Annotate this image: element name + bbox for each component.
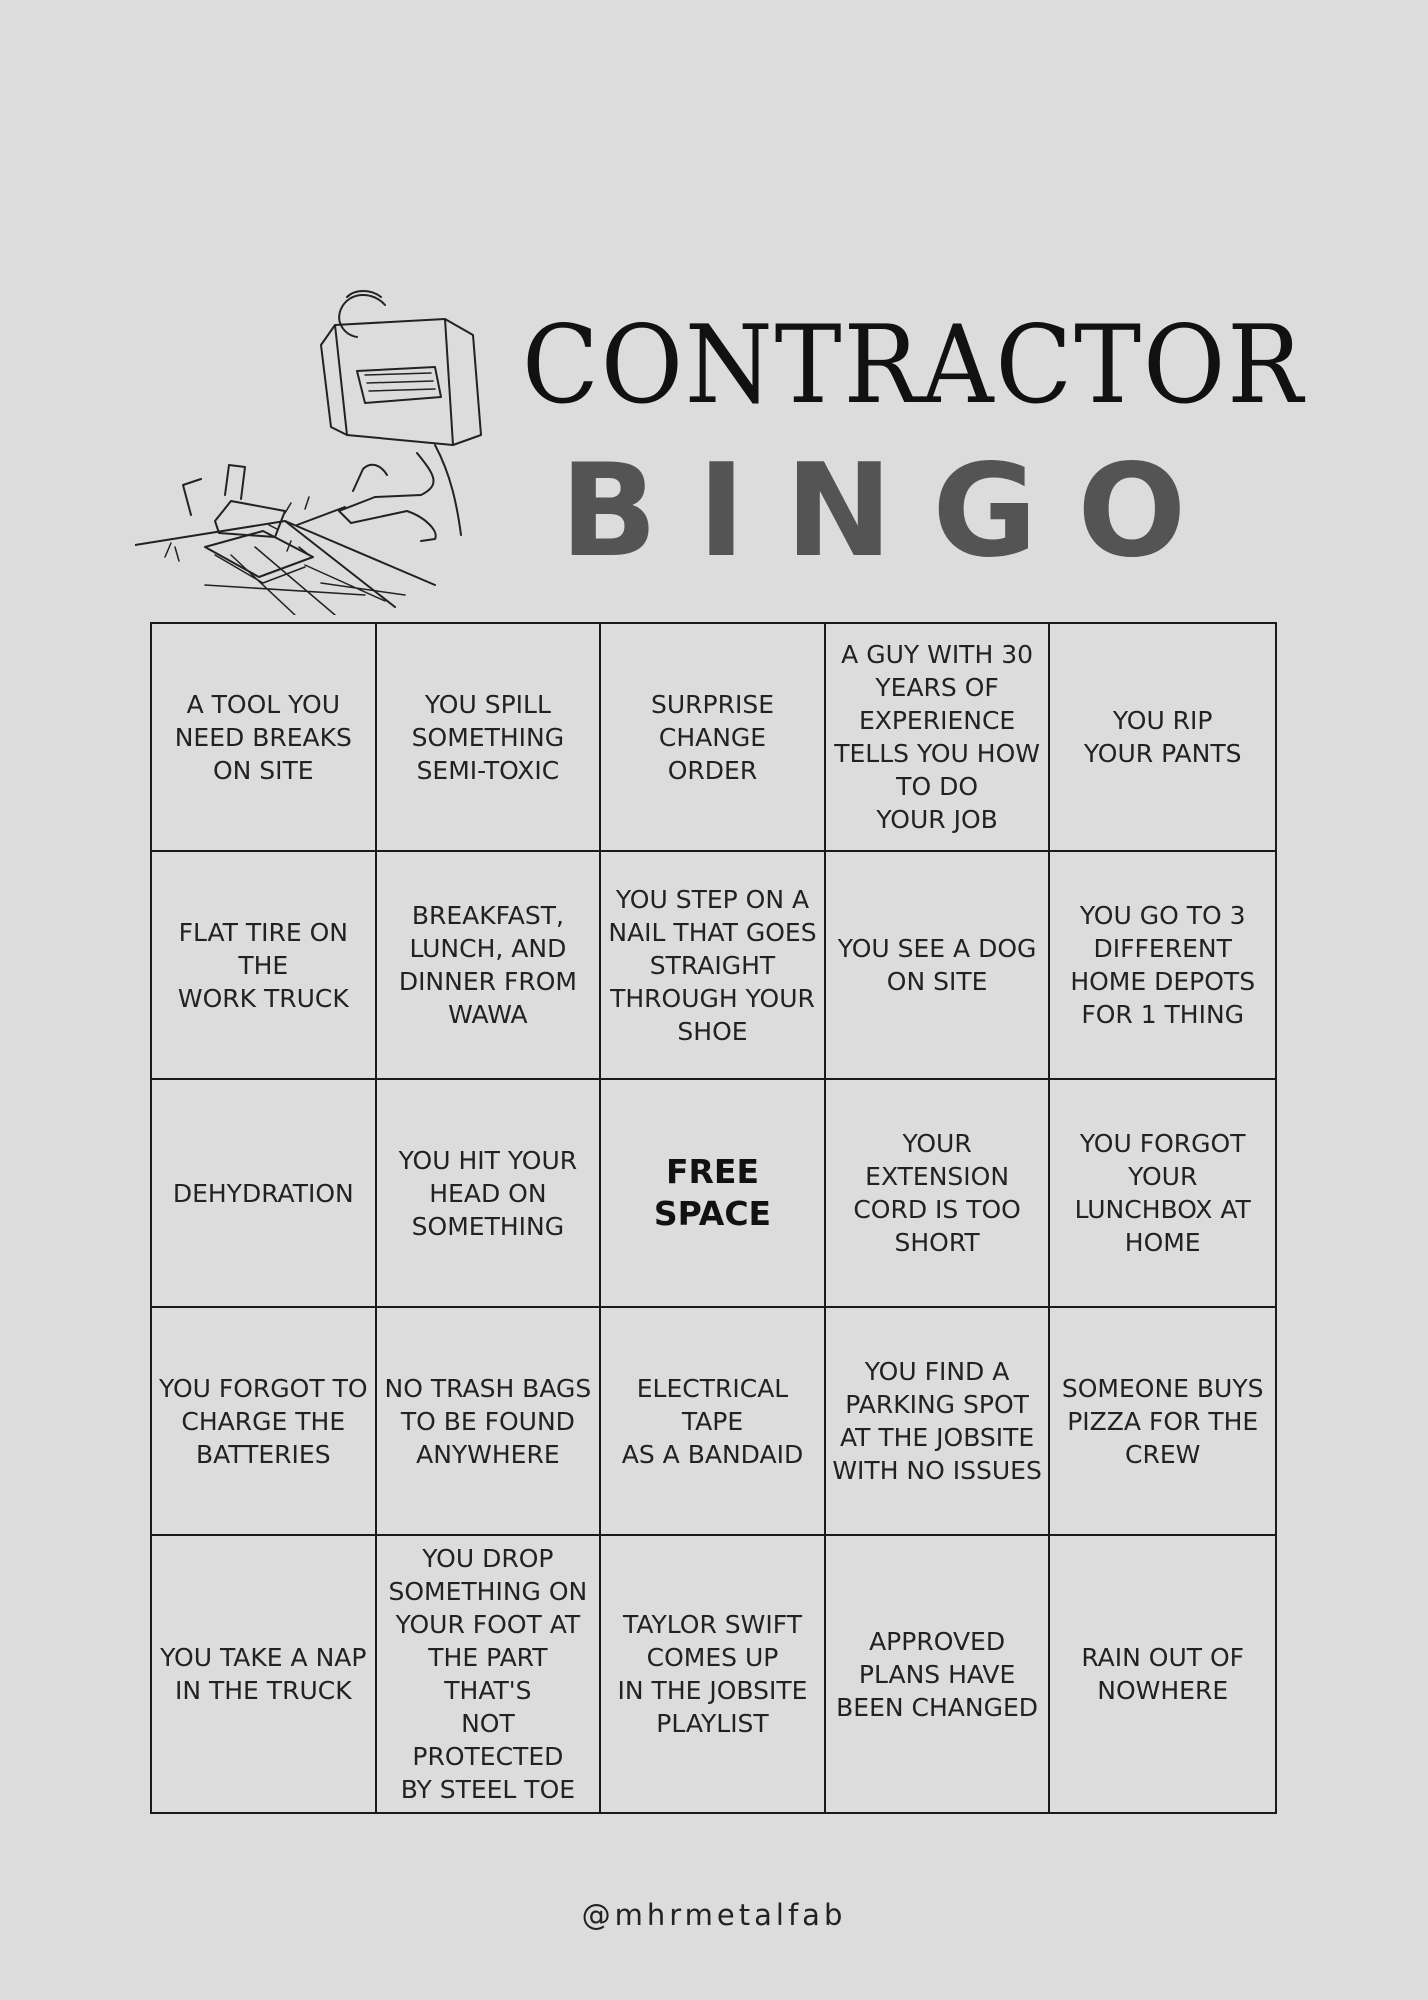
bingo-cell[interactable]: YOU TAKE A NAP IN THE TRUCK bbox=[152, 1536, 377, 1812]
bingo-grid bbox=[150, 622, 1277, 1814]
bingo-cell[interactable]: ELECTRICAL TAPE AS A BANDAID bbox=[601, 1308, 826, 1536]
welder-sketch-icon bbox=[135, 285, 495, 615]
title-contractor: CONTRACTOR bbox=[522, 303, 1305, 428]
bingo-cell[interactable]: YOU HIT YOUR HEAD ON SOMETHING bbox=[377, 1080, 602, 1308]
bingo-cell[interactable]: YOU FORGOT TO CHARGE THE BATTERIES bbox=[152, 1308, 377, 1536]
bingo-cell[interactable]: YOUR EXTENSION CORD IS TOO SHORT bbox=[826, 1080, 1051, 1308]
free-space-cell[interactable]: FREE SPACE bbox=[601, 1080, 826, 1308]
bingo-cell[interactable]: A GUY WITH 30 YEARS OF EXPERIENCE TELLS YOU HOW TO DO YOUR JOB bbox=[826, 624, 1051, 852]
bingo-cell[interactable]: SOMEONE BUYS PIZZA FOR THE CREW bbox=[1050, 1308, 1275, 1536]
bingo-cell[interactable]: YOU SEE A DOG ON SITE bbox=[826, 852, 1051, 1080]
bingo-cell[interactable]: APPROVED PLANS HAVE BEEN CHANGED bbox=[826, 1536, 1051, 1812]
bingo-cell[interactable]: RAIN OUT OF NOWHERE bbox=[1081, 1643, 1245, 1705]
bingo-cell[interactable]: YOU STEP ON A NAIL THAT GOES STRAIGHT THROUGH YOUR SHOE bbox=[601, 852, 826, 1080]
bingo-cell[interactable]: YOU GO TO 3 DIFFERENT HOME DEPOTS FOR 1 THING bbox=[1050, 852, 1275, 1080]
bingo-cell[interactable]: NO TRASH BAGS TO BE FOUND ANYWHERE bbox=[377, 1308, 602, 1536]
bingo-cell[interactable]: YOU FORGOT YOUR LUNCHBOX AT HOME bbox=[1050, 1080, 1275, 1308]
bingo-cell[interactable]: SURPRISE CHANGE ORDER bbox=[601, 624, 826, 852]
bingo-cell[interactable]: A TOOL YOU NEED BREAKS ON SITE bbox=[152, 624, 377, 852]
footer-handle: @mhrmetalfab bbox=[581, 1898, 847, 1932]
bingo-cell[interactable]: TAYLOR SWIFT COMES UP IN THE JOBSITE PLAYLIST bbox=[601, 1536, 826, 1812]
bingo-cell[interactable]: FLAT TIRE ON THE WORK TRUCK bbox=[152, 852, 377, 1080]
bingo-cell[interactable]: YOU DROP SOMETHING ON YOUR FOOT AT THE PART THAT'S NOT PROTECTED BY STEEL TOE bbox=[377, 1536, 602, 1812]
title-bingo: BINGO bbox=[560, 437, 1227, 586]
bingo-cell[interactable]: YOU FIND A PARKING SPOT AT THE JOBSITE WITH NO ISSUES bbox=[826, 1308, 1051, 1536]
bingo-cell[interactable]: YOU RIP YOUR PANTS bbox=[1050, 624, 1275, 852]
welder-illustration bbox=[135, 285, 495, 615]
bingo-cell[interactable]: YOU SPILL SOMETHING SEMI-TOXIC bbox=[377, 624, 602, 852]
bingo-cell[interactable]: BREAKFAST, LUNCH, AND DINNER FROM WAWA bbox=[377, 852, 602, 1080]
bingo-cell[interactable]: DEHYDRATION bbox=[152, 1080, 377, 1308]
